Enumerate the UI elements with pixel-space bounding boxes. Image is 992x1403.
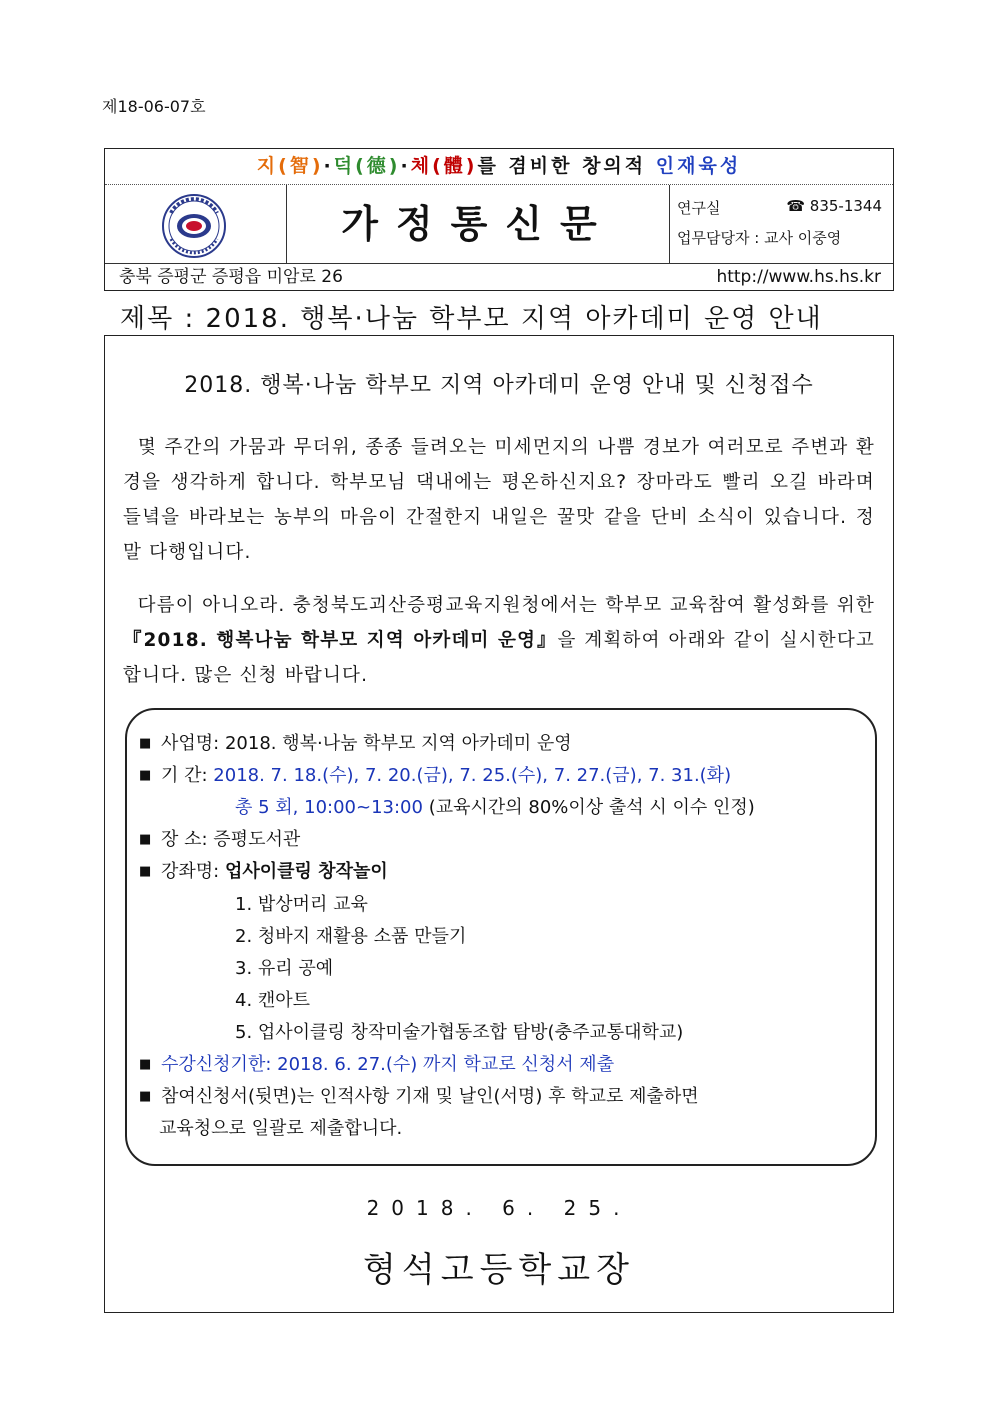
motto-dot: · <box>400 155 411 177</box>
address-row <box>105 264 893 290</box>
period-label: 기 간: <box>161 765 208 786</box>
newsletter-header <box>104 148 894 291</box>
bullet-icon: ■ <box>139 1057 152 1072</box>
period-total: 총 5 회, 10:00~13:00 <box>235 797 423 818</box>
form-note-line2: 교육청으로 일괄로 제출합니다. <box>159 1118 403 1139</box>
notice-body <box>104 335 894 1313</box>
course-label: 강좌명: <box>161 861 220 882</box>
program-name-emphasis: 『2018. 행복나눔 학부모 지역 아카데미 운영』 <box>123 630 558 651</box>
detail-period <box>139 764 731 788</box>
phone-icon: ☎ <box>786 197 805 215</box>
header-main-row <box>105 185 893 264</box>
paragraph-purpose-pre: 다름이 아니오라. 충청북도괴산증평교육지원청에서는 학부모 교육참여 활성화를 위한 <box>137 595 875 616</box>
bullet-icon: ■ <box>139 768 152 783</box>
period-note: (교육시간의 80%이상 출석 시 이수 인정) <box>428 797 755 818</box>
newsletter-title: 가정통신문 <box>287 185 670 263</box>
school-emblem-icon <box>161 193 227 259</box>
list-item: 4. 캔아트 <box>235 990 311 1011</box>
school-address: 충북 증평군 증평읍 미암로 26 <box>119 267 343 287</box>
notice-subject: 제목 : 2018. 행복·나눔 학부모 지역 아카데미 운영 안내 <box>120 304 823 334</box>
motto-che: 체 <box>410 155 433 177</box>
school-url[interactable]: http://www.hs.hs.kr <box>716 267 881 287</box>
document-number: 제18-06-07호 <box>102 97 206 116</box>
school-motto <box>105 149 893 185</box>
bullet-icon: ■ <box>139 736 152 751</box>
details-box <box>125 708 877 1166</box>
deadline-text: 수강신청기한: 2018. 6. 27.(수) 까지 학교로 신청서 제출 <box>161 1054 615 1075</box>
bullet-icon: ■ <box>139 832 152 847</box>
phone-number: 835-1344 <box>809 197 882 215</box>
paragraph-purpose-post: 을 계획하여 아래와 같이 실시한다고 합니다. 많은 신청 바랍니다. <box>123 630 875 686</box>
detail-project <box>139 732 572 756</box>
paragraph-intro <box>123 430 875 570</box>
motto-ji: 지 <box>256 155 279 177</box>
place-value: 증평도서관 <box>213 829 301 850</box>
detail-deadline <box>139 1053 614 1077</box>
paragraph-purpose <box>123 588 875 693</box>
project-value: 2018. 행복·나눔 학부모 지역 아카데미 운영 <box>224 733 572 754</box>
detail-period-total <box>235 796 755 820</box>
manager-label: 업무담당자 : <box>677 229 760 247</box>
motto-ji-hanja: (智) <box>278 155 324 177</box>
motto-deok-hanja: (德) <box>355 155 401 177</box>
detail-form-note <box>139 1085 699 1109</box>
signer: 형석고등학교장 <box>363 1250 635 1290</box>
detail-place <box>139 828 300 852</box>
list-item: 2. 청바지 재활용 소품 만들기 <box>235 926 467 947</box>
course-value: 업사이클링 창작놀이 <box>224 861 388 882</box>
contact-info <box>677 185 887 263</box>
project-label: 사업명: <box>161 733 220 754</box>
detail-course <box>139 860 388 884</box>
list-item: 1. 밥상머리 교육 <box>235 894 368 915</box>
list-item: 5. 업사이클링 창작미술가협동조합 탐방(충주교통대학교) <box>235 1022 684 1043</box>
office-label: 연구실 <box>677 199 721 217</box>
motto-deok: 덕 <box>333 155 356 177</box>
motto-dot: · <box>323 155 334 177</box>
motto-che-hanja: (體) <box>432 155 478 177</box>
period-dates: 2018. 7. 18.(수), 7. 20.(금), 7. 25.(수), 7. 27.(금), 7. 31.(화) <box>213 765 732 786</box>
bullet-icon: ■ <box>139 864 152 879</box>
form-note-line1: 참여신청서(뒷면)는 인적사항 기재 및 날인(서명) 후 학교로 제출하면 <box>161 1086 699 1107</box>
manager-name: 교사 이중영 <box>764 229 842 247</box>
place-label: 장 소: <box>161 829 208 850</box>
motto-emphasis: 인재육성 <box>655 155 742 177</box>
motto-rest: 를 겸비한 창의적 <box>477 155 656 177</box>
issue-date: 2018. 6. 25. <box>366 1196 632 1220</box>
notice-heading: 2018. 행복·나눔 학부모 지역 아카데미 운영 안내 및 신청접수 <box>184 373 814 398</box>
list-item: 3. 유리 공예 <box>235 958 334 979</box>
bullet-icon: ■ <box>139 1089 152 1104</box>
paragraph-intro-text: 몇 주간의 가뭄과 무더위, 종종 들려오는 미세먼지의 나쁨 경보가 여러모로 주변과 환경을 생각하게 합니다. 학부모님 댁내에는 평온하신지요? 장마라도 빨리 오길 바라며 들녘을 바라보는 농부의 마음이 간절한지 내일은 꿀맛 같을 단비 소식이 있습니다. 정말 다행입니다. <box>123 437 875 563</box>
logo-cell <box>105 185 287 263</box>
